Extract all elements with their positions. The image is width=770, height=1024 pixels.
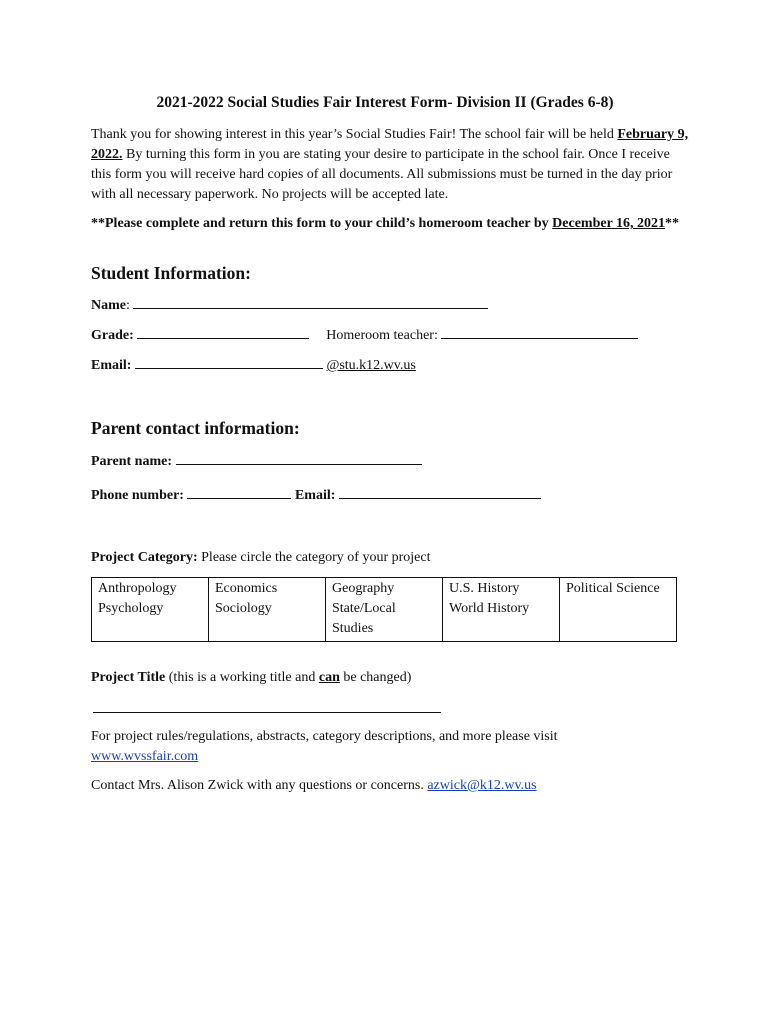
grade-homeroom-row <box>91 326 638 344</box>
notice-prefix: **Please complete and return this form to your child’s homeroom teacher by <box>91 216 553 231</box>
intro-text-1: Thank you for showing interest in this year’s Social Studies Fair! The school fair will be held <box>91 127 618 142</box>
intro-paragraph <box>91 125 691 205</box>
parent-contact-row <box>91 486 541 504</box>
student-name-field[interactable] <box>133 296 488 309</box>
student-email-label: Email: <box>91 358 135 373</box>
parent-email-label: Email: <box>294 488 339 503</box>
page-title: 2021-2022 Social Studies Fair Interest Form- Division II (Grades 6-8) <box>156 94 614 111</box>
grade-label: Grade: <box>91 328 138 343</box>
phone-label: Phone number: <box>91 488 188 503</box>
category-geography[interactable]: Geography <box>332 581 395 596</box>
category-economics[interactable]: Economics <box>215 581 278 596</box>
parent-name-row <box>91 452 422 470</box>
student-info-heading: Student Information: <box>91 263 251 283</box>
project-title-note-pre: (this is a working title and <box>165 670 319 685</box>
student-name-row <box>91 296 488 314</box>
project-category-row <box>91 550 430 566</box>
project-title-note-emph: can <box>318 670 340 685</box>
fair-date: February 9, 2022. <box>91 127 689 162</box>
contact-row <box>91 778 537 794</box>
homeroom-field[interactable] <box>441 326 638 339</box>
project-title-label: Project Title <box>91 670 166 685</box>
parent-name-label: Parent name: <box>91 454 176 469</box>
name-label: Name <box>91 298 126 313</box>
intro-text-2: By turning this form in you are stating your desire to participate in the school fair. Once I receive this form you will receive hard copies of all documents. All submissions must be turned in the day prior with all necessary paperwork. No projects will be accepted late. <box>91 147 673 202</box>
category-state-local[interactable]: State/Local Studies <box>332 601 396 636</box>
contact-text: Contact Mrs. Alison Zwick with any questions or concerns. <box>91 778 428 793</box>
rules-text: For project rules/regulations, abstracts, category descriptions, and more please visit <box>91 729 558 744</box>
contact-email-link[interactable]: azwick@k12.wv.us <box>427 778 537 793</box>
category-label: Project Category: <box>91 550 198 565</box>
name-colon: : <box>126 298 134 313</box>
project-title-field[interactable] <box>93 712 441 713</box>
parent-email-field[interactable] <box>339 486 541 499</box>
parent-info-heading: Parent contact information: <box>91 418 300 438</box>
email-domain: @stu.k12.wv.us <box>326 358 416 373</box>
category-cell-history <box>443 578 560 642</box>
phone-field[interactable] <box>187 486 291 499</box>
notice-suffix: ** <box>665 216 680 231</box>
category-cell-polisci <box>560 578 677 642</box>
grade-field[interactable] <box>137 326 309 339</box>
category-instruction: Please circle the category of your project <box>197 550 431 565</box>
category-world-history[interactable]: World History <box>449 601 530 616</box>
return-notice <box>91 214 691 234</box>
category-sociology[interactable]: Sociology <box>215 601 272 616</box>
category-political-science[interactable]: Political Science <box>566 581 660 596</box>
student-email-field[interactable] <box>135 356 323 369</box>
category-cell-anthro-psych <box>92 578 209 642</box>
parent-name-field[interactable] <box>176 452 422 465</box>
category-cell-econ-soc <box>209 578 326 642</box>
notice-deadline: December 16, 2021 <box>552 216 666 231</box>
category-psychology[interactable]: Psychology <box>98 601 164 616</box>
rules-row <box>91 729 558 745</box>
project-title-row <box>91 670 411 686</box>
student-email-row <box>91 356 416 374</box>
homeroom-label: Homeroom teacher: <box>326 328 442 343</box>
project-title-note-post: be changed) <box>339 670 412 685</box>
category-anthropology[interactable]: Anthropology <box>98 581 177 596</box>
category-us-history[interactable]: U.S. History <box>449 581 520 596</box>
category-table <box>91 577 677 642</box>
rules-link[interactable]: www.wvssfair.com <box>91 749 199 764</box>
rules-link-row <box>91 749 198 765</box>
category-cell-geo-state <box>326 578 443 642</box>
